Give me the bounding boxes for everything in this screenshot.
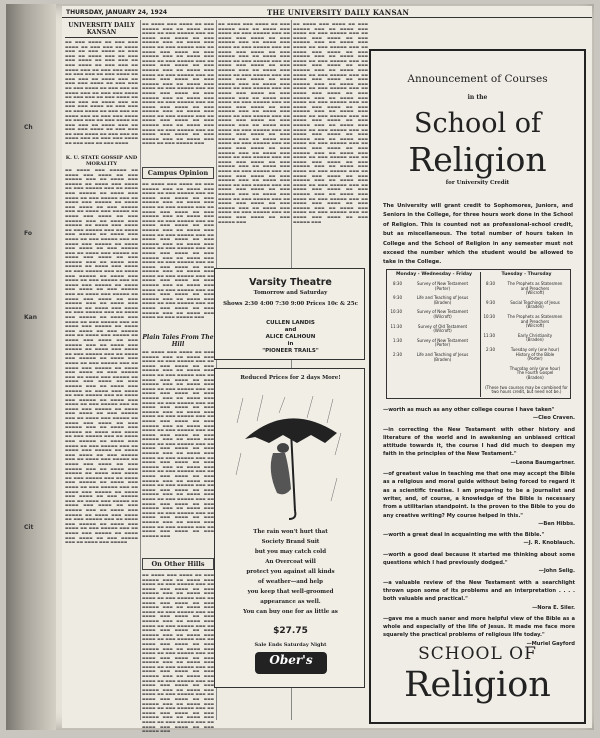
schedule-row: 9:30 Life and Teaching of Jesus (Braden) [393, 295, 469, 305]
theatre-days: Tomorrow and Saturday [253, 290, 328, 296]
edge-fragment: Ch [24, 124, 33, 131]
ad-copy-line: You can buy one for as little as [243, 609, 338, 615]
ad-copy-line: protect you against all kinds [246, 569, 335, 575]
campus-opinion-heading: Campus Opinion [142, 167, 214, 179]
schedule-heading: Monday - Wednesday - Friday [395, 272, 473, 277]
tth-schedule [480, 272, 572, 397]
newspaper-page [62, 6, 592, 734]
testimonial: —worth a good deal because it started me thinking about some questions which I had previously dodged." —John Selig. [383, 551, 575, 575]
testimonial: —a valuable review of the New Testament with a searchlight thrown upon some of its problems and an interpretation . . . . both valuable and practical." —Nora E. Siler. [383, 579, 575, 611]
theatre-showtimes: Shows 2:30 4:00 7:30 9:00 Prices 10c & 25c [223, 301, 358, 307]
testimonial: —worth a great deal in acquainting me with the Bible." —J. R. Knoblauch. [383, 532, 575, 547]
religion-footer: Religion [404, 665, 551, 705]
credit-policy-text: The University will grant credit to Sophomores, Juniors, and Seniors in the College, for three hours work done in the School of Religion. This is counted not as professional-school credit, but as miscellaneous. The total number of hours taken in College and the School of Religion in any semester must not exceed the number which the student would be allowed to take in the College. [383, 203, 573, 266]
student-testimonials [383, 406, 575, 651]
overcoat-price: $27.75 [273, 626, 308, 636]
reduced-prices-banner: Reduced Prices for 2 days More! [240, 375, 341, 381]
other-hills-heading: On Other Hills [142, 558, 214, 570]
testimonial: —worth as much as any other college course I have taken" —Cleo Craven. [383, 407, 575, 422]
opinion-column [142, 22, 214, 738]
ad-copy-line: appearance as well. [260, 599, 321, 605]
schedule-row: 10:30 The Prophets as Statesmen and Preachers (Wilcroft) [483, 313, 563, 329]
varsity-theatre-ad [214, 268, 365, 360]
schedule-row: 2:30 Life and Teaching of Jesus (Braden) [393, 351, 469, 362]
editorial-text: ▬▬ ▬▬▬▬ ▬▬▬ ▬▬▬▬▬ ▬▬ ▬▬▬▬ ▬▬▬ ▬▬▬▬ ▬▬ ▬▬▬ ▬▬▬▬▬ ▬▬▬ ▬▬ ▬▬▬▬ ▬▬▬ ▬▬▬▬▬ ▬▬ ▬▬▬▬ ▬▬▬ ▬▬▬▬ ▬▬ ▬▬▬ ▬▬▬▬▬ ▬▬▬ ▬▬ ▬▬▬▬ ▬▬▬ ▬▬▬▬▬ ▬▬ ▬▬▬▬ ▬▬▬ ▬▬▬▬ ▬▬ ▬▬▬ ▬▬▬▬▬ ▬▬▬ ▬▬ ▬▬▬▬ ▬▬▬ ▬▬▬▬▬ ▬▬ ▬▬▬▬ ▬▬▬ ▬▬▬▬ ▬▬ ▬▬▬ ▬▬▬▬▬ ▬▬▬ ▬▬ ▬▬▬▬ ▬▬▬ ▬▬▬▬▬ ▬▬ ▬▬▬▬ ▬▬▬ ▬▬▬▬ ▬▬ ▬▬▬ ▬▬▬▬▬ ▬▬▬ ▬▬ ▬▬▬▬ ▬▬▬ ▬▬▬▬▬ ▬▬ ▬▬▬▬ ▬▬▬ ▬▬▬▬ ▬▬ ▬▬▬ ▬▬▬▬▬ ▬▬▬ ▬▬ ▬▬▬▬ ▬▬▬ ▬▬▬▬▬ ▬▬ ▬▬▬▬ ▬▬▬ ▬▬▬▬ ▬▬ ▬▬▬ ▬▬▬▬▬ ▬▬▬ ▬▬ ▬▬▬▬ ▬▬▬ ▬▬▬▬▬ ▬▬ ▬▬▬▬ ▬▬▬ ▬▬▬▬ ▬▬ ▬▬▬ ▬▬▬▬▬ ▬▬▬ ▬▬ ▬▬▬▬ ▬▬▬ ▬▬▬▬▬ ▬▬ ▬▬▬▬ ▬▬▬ ▬▬▬▬ ▬▬ ▬▬▬ ▬▬▬▬▬ ▬▬▬ ▬▬ ▬▬▬▬ ▬▬▬ ▬▬▬▬▬ ▬▬ ▬▬▬▬ ▬▬▬ ▬▬▬▬ ▬▬ ▬▬▬ ▬▬▬▬▬ ▬▬▬ ▬▬ ▬▬▬▬ ▬▬▬ ▬▬▬▬▬ ▬▬ ▬▬▬▬ ▬▬▬ ▬▬▬▬ ▬▬ ▬▬▬ ▬▬▬▬▬ ▬▬▬ ▬▬ ▬▬▬▬ ▬▬▬ ▬▬▬▬▬ ▬▬ ▬▬▬▬ ▬▬▬ ▬▬▬▬ ▬▬ ▬▬▬ ▬▬▬▬▬ ▬▬▬ ▬▬ ▬▬▬▬ ▬▬▬ ▬▬▬▬▬ ▬▬ ▬▬▬▬ ▬▬▬ ▬▬▬▬ ▬▬ ▬▬▬ ▬▬▬▬▬ ▬▬▬ ▬▬ ▬▬▬▬ ▬▬▬ ▬▬▬▬▬ ▬▬ ▬▬▬▬ ▬▬▬ ▬▬▬▬ ▬▬ ▬▬▬ ▬▬▬▬▬ ▬▬▬ ▬▬ ▬▬▬▬ ▬▬▬ ▬▬▬▬▬ ▬▬ ▬▬▬▬ ▬▬▬ ▬▬▬▬ ▬▬ ▬▬▬ ▬▬▬▬▬ ▬▬▬ ▬▬ ▬▬▬▬ ▬▬▬ ▬▬▬▬▬ ▬▬ ▬▬▬▬ ▬▬▬ ▬▬▬▬ ▬▬ ▬▬▬ ▬▬▬▬▬ ▬▬▬ ▬▬ ▬▬▬▬ ▬▬▬ ▬▬▬▬▬ ▬▬ ▬▬▬▬ ▬▬▬ ▬▬▬▬ ▬▬ ▬▬▬ ▬▬▬▬▬ ▬▬▬ ▬▬ ▬▬▬▬ ▬▬▬ ▬▬▬▬▬ ▬▬ ▬▬▬▬ ▬▬▬ ▬▬▬▬ ▬▬ ▬▬▬ ▬▬▬▬▬ ▬▬▬ ▬▬ ▬▬▬▬ ▬▬▬ ▬▬▬▬▬ ▬▬ ▬▬▬▬ ▬▬▬ ▬▬▬▬ ▬▬ ▬▬▬ ▬▬▬▬▬ ▬▬▬ ▬▬ ▬▬▬▬ ▬▬▬ ▬▬▬▬▬ ▬▬ ▬▬▬▬ ▬▬▬ ▬▬▬▬ ▬▬ ▬▬▬ ▬▬▬▬▬ ▬▬▬ ▬▬ ▬▬▬▬ ▬▬▬ ▬▬▬▬▬ ▬▬ ▬▬▬▬ ▬▬▬ ▬▬▬▬ ▬▬ ▬▬▬ ▬▬▬▬▬ ▬▬▬ ▬▬ ▬▬▬▬ ▬▬▬ ▬▬▬▬▬ ▬▬ ▬▬▬▬ ▬▬▬ ▬▬▬▬ ▬▬ ▬▬▬ ▬▬▬▬▬ ▬▬▬ ▬▬ ▬▬▬▬ ▬▬▬ ▬▬▬▬▬ ▬▬ ▬▬▬▬ ▬▬▬ ▬▬▬▬ ▬▬ ▬▬▬ ▬▬▬▬▬ ▬▬▬ ▬▬ ▬▬▬▬ ▬▬▬ ▬▬▬▬▬ ▬▬ ▬▬▬▬ ▬▬▬ ▬▬▬▬ ▬▬ ▬▬▬ ▬▬▬▬▬ ▬▬▬ ▬▬ ▬▬▬▬ ▬▬▬ ▬▬▬▬▬ ▬▬ ▬▬▬▬ ▬▬▬ ▬▬▬▬ ▬▬ ▬▬▬ ▬▬▬▬▬ ▬▬▬ ▬▬ ▬▬▬▬ ▬▬▬ ▬▬▬▬▬ ▬▬ ▬▬▬▬ ▬▬▬ ▬▬▬▬ ▬▬ ▬▬▬ ▬▬▬▬▬ ▬▬▬ ▬▬ ▬▬▬▬ ▬▬▬ ▬▬▬▬▬ ▬▬ ▬▬▬▬ ▬▬▬ ▬▬▬▬ ▬▬ ▬▬▬ ▬▬▬▬▬ ▬▬▬ ▬▬ ▬▬▬▬ ▬▬▬ ▬▬▬▬▬ ▬▬ ▬▬▬▬ ▬▬▬ ▬▬▬▬ ▬▬ ▬▬▬ ▬▬▬▬▬ ▬▬▬ ▬▬ ▬▬▬▬ ▬▬▬ ▬▬▬▬▬ ▬▬ ▬▬▬▬ ▬▬▬ ▬▬▬▬ ▬▬ ▬▬▬ ▬▬▬▬▬ ▬▬▬ ▬▬ ▬▬▬▬ ▬▬▬ ▬▬▬▬▬ ▬▬ ▬▬▬▬ ▬▬▬ ▬▬▬▬ ▬▬ ▬▬▬ ▬▬▬▬▬ ▬▬▬ ▬▬ ▬▬▬▬ ▬▬▬ ▬▬▬▬▬ ▬▬ ▬▬▬▬ ▬▬▬ ▬▬▬▬ ▬▬ ▬▬▬ ▬▬▬▬▬ ▬▬▬ ▬▬ ▬▬▬▬ ▬▬▬ ▬▬▬▬▬ ▬▬ ▬▬▬▬ ▬▬▬ ▬▬▬▬ ▬▬ ▬▬▬ ▬▬▬▬▬ ▬▬▬ ▬▬ ▬▬▬▬ ▬▬▬ ▬▬▬▬▬ ▬▬ ▬▬▬▬ ▬▬▬ ▬▬▬▬ ▬▬ ▬▬▬ ▬▬▬▬▬ ▬▬▬ ▬▬ ▬▬▬▬ ▬▬▬ ▬▬▬▬▬ ▬▬ ▬▬▬▬ ▬▬▬ ▬▬▬▬ ▬▬ ▬▬▬ ▬▬▬▬▬ ▬▬▬ ▬▬ ▬▬▬▬ ▬▬▬ ▬▬▬▬▬ ▬▬ ▬▬▬▬ ▬▬▬ ▬▬▬▬ ▬▬ ▬▬▬ ▬▬▬▬▬ ▬▬▬ ▬▬ ▬▬▬▬ ▬▬▬ ▬▬▬▬▬ ▬▬ ▬▬▬▬ ▬▬▬ ▬▬▬▬ ▬▬ ▬▬▬ ▬▬▬▬▬ ▬▬▬ ▬▬ ▬▬▬▬ ▬▬▬ ▬▬▬▬▬ [65, 168, 138, 545]
schedule-row: 11:30 Early Christianity (Braden) [483, 332, 553, 343]
column-text: ▬▬ ▬▬▬▬ ▬▬▬ ▬▬▬▬ ▬▬ ▬▬▬ ▬▬▬▬▬ ▬▬▬ ▬▬ ▬▬▬▬ ▬▬▬ ▬▬▬▬ ▬▬ ▬▬▬ ▬▬▬▬▬ ▬▬▬ ▬▬ ▬▬▬▬ ▬▬▬ ▬▬▬▬ ▬▬ ▬▬▬ ▬▬▬▬▬ ▬▬▬ ▬▬ ▬▬▬▬ ▬▬▬ ▬▬▬▬ ▬▬ ▬▬▬ ▬▬▬▬▬ ▬▬▬ ▬▬ ▬▬▬▬ ▬▬▬ ▬▬▬▬ ▬▬ ▬▬▬ ▬▬▬▬▬ ▬▬▬ ▬▬ ▬▬▬▬ ▬▬▬ ▬▬▬▬ ▬▬ ▬▬▬ ▬▬▬▬▬ ▬▬▬ ▬▬ ▬▬▬▬ ▬▬▬ ▬▬▬▬ ▬▬ ▬▬▬ ▬▬▬▬▬ ▬▬▬ ▬▬ ▬▬▬▬ ▬▬▬ ▬▬▬▬ ▬▬ ▬▬▬ ▬▬▬▬▬ ▬▬▬ ▬▬ ▬▬▬▬ ▬▬▬ ▬▬▬▬ ▬▬ ▬▬▬ ▬▬▬▬▬ ▬▬▬ ▬▬ ▬▬▬▬ ▬▬▬ ▬▬▬▬ ▬▬ ▬▬▬ ▬▬▬▬▬ ▬▬▬ ▬▬ ▬▬▬▬ ▬▬▬ ▬▬▬▬ ▬▬ ▬▬▬ ▬▬▬▬▬ ▬▬▬ ▬▬ ▬▬▬▬ ▬▬▬ ▬▬▬▬ ▬▬ ▬▬▬ ▬▬▬▬▬ ▬▬▬ ▬▬ ▬▬▬▬ ▬▬▬ ▬▬▬▬ ▬▬ ▬▬▬ ▬▬▬▬▬ ▬▬▬ ▬▬ ▬▬▬▬ ▬▬▬ ▬▬▬▬ ▬▬ ▬▬▬ ▬▬▬▬▬ ▬▬▬ ▬▬ ▬▬▬▬ ▬▬▬ ▬▬▬▬ ▬▬ ▬▬▬ ▬▬▬▬▬ ▬▬▬ ▬▬ ▬▬▬▬ ▬▬▬ ▬▬▬▬ ▬▬ ▬▬▬ ▬▬▬▬▬ ▬▬▬ ▬▬ ▬▬▬▬ ▬▬▬ ▬▬▬▬ ▬▬ ▬▬▬ ▬▬▬▬▬ ▬▬▬ ▬▬ ▬▬▬▬ ▬▬▬ ▬▬▬▬ ▬▬ ▬▬▬ ▬▬▬▬▬ ▬▬▬ ▬▬ ▬▬▬▬ ▬▬▬ ▬▬▬▬ ▬▬ ▬▬▬ ▬▬▬▬▬ ▬▬▬ ▬▬ ▬▬▬▬ ▬▬▬ ▬▬▬▬ ▬▬ ▬▬▬ ▬▬▬▬▬ ▬▬▬ ▬▬ ▬▬▬▬ ▬▬▬ ▬▬▬▬ ▬▬ ▬▬▬ ▬▬▬▬▬ ▬▬▬ ▬▬ ▬▬▬▬ ▬▬▬ ▬▬▬▬ ▬▬ ▬▬▬ ▬▬▬▬▬ ▬▬▬ ▬▬ ▬▬▬▬ ▬▬▬ ▬▬▬▬ ▬▬ ▬▬▬ ▬▬▬▬▬ ▬▬▬ ▬▬ ▬▬▬▬ ▬▬▬ ▬▬▬▬ ▬▬ ▬▬▬ ▬▬▬▬▬ ▬▬▬ ▬▬ ▬▬▬▬ ▬▬▬ ▬▬▬▬ ▬▬ ▬▬▬ ▬▬▬▬▬ ▬▬▬ ▬▬ ▬▬▬▬ ▬▬▬ ▬▬▬▬ ▬▬ ▬▬▬ ▬▬▬▬▬ ▬▬▬ ▬▬ ▬▬▬▬ ▬▬▬ ▬▬▬▬ ▬▬ ▬▬▬ ▬▬▬▬▬ ▬▬▬ ▬▬ ▬▬▬▬ ▬▬▬ ▬▬▬▬ ▬▬ ▬▬▬ ▬▬▬▬▬ ▬▬▬ ▬▬ ▬▬▬▬ ▬▬▬ ▬▬▬▬ ▬▬ ▬▬▬ ▬▬▬▬▬ ▬▬▬ [218, 22, 290, 224]
and-text: and [284, 327, 297, 333]
ad-copy-line: The rain won't hurt that [253, 529, 328, 535]
university-credit-subtitle: for University Credit [445, 180, 510, 186]
school-of-footer: SCHOOL OF [418, 644, 537, 664]
ad-copy [215, 527, 366, 617]
ad-copy-line: An Overcoat will [265, 559, 316, 565]
ad-copy-line: but you may catch cold [254, 549, 327, 555]
edge-fragment: Fo [24, 230, 32, 237]
column-text: ▬▬ ▬▬▬▬ ▬▬▬ ▬▬▬▬ ▬▬ ▬▬▬ ▬▬▬▬▬ ▬▬▬ ▬▬ ▬▬▬▬ ▬▬▬ ▬▬▬▬ ▬▬ ▬▬▬ ▬▬▬▬▬ ▬▬▬ ▬▬ ▬▬▬▬ ▬▬▬ ▬▬▬▬ ▬▬ ▬▬▬ ▬▬▬▬▬ ▬▬▬ ▬▬ ▬▬▬▬ ▬▬▬ ▬▬▬▬ ▬▬ ▬▬▬ ▬▬▬▬▬ ▬▬▬ ▬▬ ▬▬▬▬ ▬▬▬ ▬▬▬▬ ▬▬ ▬▬▬ ▬▬▬▬▬ ▬▬▬ ▬▬ ▬▬▬▬ ▬▬▬ ▬▬▬▬ ▬▬ ▬▬▬ ▬▬▬▬▬ ▬▬▬ ▬▬ ▬▬▬▬ ▬▬▬ ▬▬▬▬ ▬▬ ▬▬▬ ▬▬▬▬▬ ▬▬▬ ▬▬ ▬▬▬▬ ▬▬▬ ▬▬▬▬ ▬▬ ▬▬▬ ▬▬▬▬▬ ▬▬▬ ▬▬ ▬▬▬▬ ▬▬▬ ▬▬▬▬ ▬▬ ▬▬▬ ▬▬▬▬▬ ▬▬▬ ▬▬ ▬▬▬▬ ▬▬▬ ▬▬▬▬ ▬▬ ▬▬▬ ▬▬▬▬▬ ▬▬▬ ▬▬ ▬▬▬▬ ▬▬▬ ▬▬▬▬ ▬▬ ▬▬▬ ▬▬▬▬▬ ▬▬▬ ▬▬ ▬▬▬▬ ▬▬▬ ▬▬▬▬ ▬▬ ▬▬▬ ▬▬▬▬▬ ▬▬▬ ▬▬ ▬▬▬▬ ▬▬▬ ▬▬▬▬ ▬▬ ▬▬▬ ▬▬▬▬▬ ▬▬▬ ▬▬ ▬▬▬▬ ▬▬▬ ▬▬▬▬ ▬▬ ▬▬▬ ▬▬▬▬▬ ▬▬▬ ▬▬ ▬▬▬▬ ▬▬▬ ▬▬▬▬ ▬▬ ▬▬▬ ▬▬▬▬▬ ▬▬▬ ▬▬ ▬▬▬▬ ▬▬▬ ▬▬▬▬ ▬▬ ▬▬▬ ▬▬▬▬▬ ▬▬▬ ▬▬ ▬▬▬▬ ▬▬▬ ▬▬▬▬ ▬▬ ▬▬▬ ▬▬▬▬▬ ▬▬▬ ▬▬ ▬▬▬▬ ▬▬▬ ▬▬▬▬ ▬▬ ▬▬▬ ▬▬▬▬▬ ▬▬▬ ▬▬ ▬▬▬▬ ▬▬▬ ▬▬▬▬ ▬▬ ▬▬▬ ▬▬▬▬▬ ▬▬▬ ▬▬ ▬▬▬▬ ▬▬▬ ▬▬▬▬ ▬▬ ▬▬▬ ▬▬▬▬▬ ▬▬▬ ▬▬ ▬▬▬▬ ▬▬▬ ▬▬▬▬ ▬▬ ▬▬▬ ▬▬▬▬▬ ▬▬▬ ▬▬ ▬▬▬▬ ▬▬▬ ▬▬▬▬ ▬▬ ▬▬▬ ▬▬▬▬▬ ▬▬▬ ▬▬ ▬▬▬▬ ▬▬▬ ▬▬▬▬ ▬▬ ▬▬▬ ▬▬▬▬▬ ▬▬▬ ▬▬ ▬▬▬▬ ▬▬▬ ▬▬▬▬ ▬▬ ▬▬▬ ▬▬▬▬▬ ▬▬▬ ▬▬ ▬▬▬▬ ▬▬▬ ▬▬▬▬ ▬▬ ▬▬▬ ▬▬▬▬▬ ▬▬▬ ▬▬ ▬▬▬▬ ▬▬▬ ▬▬▬▬ ▬▬ ▬▬▬ ▬▬▬▬▬ ▬▬▬ ▬▬ ▬▬▬▬ ▬▬▬ ▬▬▬▬ ▬▬ ▬▬▬ ▬▬▬▬▬ ▬▬▬ [142, 350, 214, 538]
religion-heading: Religion [408, 140, 547, 179]
staff-listing: ▬▬ ▬▬▬ ▬▬▬▬ ▬▬ ▬▬▬ ▬▬▬ ▬▬▬▬ ▬▬ ▬▬▬ ▬▬▬ ▬▬ ▬▬▬▬ ▬▬▬ ▬▬ ▬▬▬ ▬▬▬▬ ▬▬ ▬▬▬ ▬▬▬ ▬▬ ▬▬▬▬ ▬▬▬ ▬▬ ▬▬▬ ▬▬▬ ▬▬▬▬ ▬▬ ▬▬▬ ▬▬▬ ▬▬ ▬▬▬ ▬▬▬▬ ▬▬ ▬▬▬ ▬▬▬ ▬▬ ▬▬▬▬ ▬▬▬ ▬▬ ▬▬▬ ▬▬▬ ▬▬▬▬ ▬▬ ▬▬▬ ▬▬▬ ▬▬ ▬▬▬ ▬▬▬▬ ▬▬ ▬▬▬ ▬▬▬ ▬▬ ▬▬▬▬ ▬▬▬ ▬▬ ▬▬▬ ▬▬▬ ▬▬▬▬ ▬▬ ▬▬▬ ▬▬▬ ▬▬ ▬▬▬ ▬▬▬▬ ▬▬ ▬▬▬ ▬▬▬ ▬▬ ▬▬▬▬ ▬▬▬ ▬▬ ▬▬▬ ▬▬▬ ▬▬▬▬ ▬▬ ▬▬▬ ▬▬▬ ▬▬ ▬▬▬ ▬▬▬▬ ▬▬ ▬▬▬ ▬▬▬ ▬▬ ▬▬▬▬ ▬▬▬ ▬▬ ▬▬▬ ▬▬▬ ▬▬▬▬ ▬▬ ▬▬▬ ▬▬▬ ▬▬ ▬▬▬ ▬▬▬▬ ▬▬ ▬▬▬ ▬▬▬ ▬▬ ▬▬▬▬ ▬▬▬ ▬▬ ▬▬▬ ▬▬▬ ▬▬▬▬ ▬▬ ▬▬▬ ▬▬▬ ▬▬ ▬▬▬ ▬▬▬▬ ▬▬ ▬▬▬ ▬▬▬ ▬▬ ▬▬▬▬ ▬▬▬ ▬▬ ▬▬▬ ▬▬▬ ▬▬▬▬ ▬▬ ▬▬▬ ▬▬▬ ▬▬ ▬▬▬ ▬▬▬▬ ▬▬ ▬▬▬ ▬▬▬ ▬▬ ▬▬▬▬ ▬▬▬ ▬▬ ▬▬▬ ▬▬▬ ▬▬▬▬ ▬▬ ▬▬▬ ▬▬▬ ▬▬ ▬▬▬ ▬▬▬▬ [65, 40, 138, 146]
masthead [62, 6, 592, 18]
obers-logo: Ober's [255, 652, 327, 674]
star-2: ALICE CALHOUN [265, 334, 316, 340]
schedule-heading: Tuesday - Thursday [501, 272, 552, 277]
schedule-row: Thursday only (one hour) The Fourth Gospel (Braden) [509, 365, 561, 380]
testimonial: —of greatest value in teaching me that one may accept the Bible as a religious and moral guide without being forced to regard it as a scientific treatise. I am preparing to be a journalist and writer, and, of course, a knowledge of the Bible is necessary from a utilitarian standpoint. Is the proven to the Bible to you do any creative writing? My course helped in this." —Ben Hibbs. [383, 471, 575, 527]
testimonial: —in correcting the New Testament with other history and literature of the world and in awakening an unbiased critical attitude towards it, the course I had did much to deepen my faith in the principles of the New Testament." —Leona Baumgartner. [383, 426, 575, 466]
edge-fragment: Cit [24, 524, 34, 531]
schedule-row: 10:30 Survey of New Testament (Wilcroft) [390, 309, 469, 319]
column-text: ▬▬ ▬▬▬▬ ▬▬▬ ▬▬▬▬ ▬▬ ▬▬▬ ▬▬▬▬▬ ▬▬▬ ▬▬ ▬▬▬▬ ▬▬▬ ▬▬▬▬ ▬▬ ▬▬▬ ▬▬▬▬▬ ▬▬▬ ▬▬ ▬▬▬▬ ▬▬▬ ▬▬▬▬ ▬▬ ▬▬▬ ▬▬▬▬▬ ▬▬▬ ▬▬ ▬▬▬▬ ▬▬▬ ▬▬▬▬ ▬▬ ▬▬▬ ▬▬▬▬▬ ▬▬▬ ▬▬ ▬▬▬▬ ▬▬▬ ▬▬▬▬ ▬▬ ▬▬▬ ▬▬▬▬▬ ▬▬▬ ▬▬ ▬▬▬▬ ▬▬▬ ▬▬▬▬ ▬▬ ▬▬▬ ▬▬▬▬▬ ▬▬▬ ▬▬ ▬▬▬▬ ▬▬▬ ▬▬▬▬ ▬▬ ▬▬▬ ▬▬▬▬▬ ▬▬▬ ▬▬ ▬▬▬▬ ▬▬▬ ▬▬▬▬ ▬▬ ▬▬▬ ▬▬▬▬▬ ▬▬▬ ▬▬ ▬▬▬▬ ▬▬▬ ▬▬▬▬ ▬▬ ▬▬▬ ▬▬▬▬▬ ▬▬▬ ▬▬ ▬▬▬▬ ▬▬▬ ▬▬▬▬ ▬▬ ▬▬▬ ▬▬▬▬▬ ▬▬▬ ▬▬ ▬▬▬▬ ▬▬▬ ▬▬▬▬ ▬▬ ▬▬▬ ▬▬▬▬▬ ▬▬▬ ▬▬ ▬▬▬▬ ▬▬▬ ▬▬▬▬ ▬▬ ▬▬▬ ▬▬▬▬▬ ▬▬▬ ▬▬ ▬▬▬▬ ▬▬▬ ▬▬▬▬ ▬▬ ▬▬▬ ▬▬▬▬▬ ▬▬▬ ▬▬ ▬▬▬▬ ▬▬▬ ▬▬▬▬ ▬▬ ▬▬▬ ▬▬▬▬▬ ▬▬▬ ▬▬ ▬▬▬▬ ▬▬▬ ▬▬▬▬ ▬▬ ▬▬▬ ▬▬▬▬▬ ▬▬▬ ▬▬ ▬▬▬▬ ▬▬▬ ▬▬▬▬ ▬▬ ▬▬▬ ▬▬▬▬▬ ▬▬▬ ▬▬ ▬▬▬▬ ▬▬▬ ▬▬▬▬ ▬▬ ▬▬▬ ▬▬▬▬▬ ▬▬▬ ▬▬ ▬▬▬▬ ▬▬▬ ▬▬▬▬ ▬▬ ▬▬▬ ▬▬▬▬▬ ▬▬▬ ▬▬ ▬▬▬▬ ▬▬▬ ▬▬▬▬ ▬▬ ▬▬▬ ▬▬▬▬▬ ▬▬▬ ▬▬ ▬▬▬▬ ▬▬▬ ▬▬▬▬ ▬▬ ▬▬▬ ▬▬▬▬▬ ▬▬▬ ▬▬ ▬▬▬▬ ▬▬▬ ▬▬▬▬ ▬▬ ▬▬▬ ▬▬▬▬▬ ▬▬▬ ▬▬ ▬▬▬▬ ▬▬▬ ▬▬▬▬ ▬▬ ▬▬▬ ▬▬▬▬▬ ▬▬▬ ▬▬ ▬▬▬▬ ▬▬▬ ▬▬▬▬ ▬▬ ▬▬▬ ▬▬▬▬▬ ▬▬▬ [142, 573, 214, 734]
editorial-column [65, 22, 138, 713]
film-title: "PIONEER TRAILS" [262, 348, 319, 354]
ad-copy-line: Society Brand Suit [261, 539, 320, 545]
column-rule [140, 20, 141, 720]
theatre-name: Varsity Theatre [249, 277, 332, 288]
schedule-row: 9:30 Social Teachings of Jesus (Braden) [486, 299, 560, 310]
column-text: ▬▬ ▬▬▬▬ ▬▬▬ ▬▬▬▬ ▬▬ ▬▬▬ ▬▬▬▬▬ ▬▬▬ ▬▬ ▬▬▬▬ ▬▬▬ ▬▬▬▬ ▬▬ ▬▬▬ ▬▬▬▬▬ ▬▬▬ ▬▬ ▬▬▬▬ ▬▬▬ ▬▬▬▬ ▬▬ ▬▬▬ ▬▬▬▬▬ ▬▬▬ ▬▬ ▬▬▬▬ ▬▬▬ ▬▬▬▬ ▬▬ ▬▬▬ ▬▬▬▬▬ ▬▬▬ ▬▬ ▬▬▬▬ ▬▬▬ ▬▬▬▬ ▬▬ ▬▬▬ ▬▬▬▬▬ ▬▬▬ ▬▬ ▬▬▬▬ ▬▬▬ ▬▬▬▬ ▬▬ ▬▬▬ ▬▬▬▬▬ ▬▬▬ ▬▬ ▬▬▬▬ ▬▬▬ ▬▬▬▬ ▬▬ ▬▬▬ ▬▬▬▬▬ ▬▬▬ ▬▬ ▬▬▬▬ ▬▬▬ ▬▬▬▬ ▬▬ ▬▬▬ ▬▬▬▬▬ ▬▬▬ ▬▬ ▬▬▬▬ ▬▬▬ ▬▬▬▬ ▬▬ ▬▬▬ ▬▬▬▬▬ ▬▬▬ ▬▬ ▬▬▬▬ ▬▬▬ ▬▬▬▬ ▬▬ ▬▬▬ ▬▬▬▬▬ ▬▬▬ ▬▬ ▬▬▬▬ ▬▬▬ ▬▬▬▬ ▬▬ ▬▬▬ ▬▬▬▬▬ ▬▬▬ ▬▬ ▬▬▬▬ ▬▬▬ ▬▬▬▬ ▬▬ ▬▬▬ ▬▬▬▬▬ ▬▬▬ ▬▬ ▬▬▬▬ ▬▬▬ ▬▬▬▬ ▬▬ ▬▬▬ ▬▬▬▬▬ ▬▬▬ ▬▬ ▬▬▬▬ ▬▬▬ ▬▬▬▬ ▬▬ ▬▬▬ ▬▬▬▬▬ ▬▬▬ ▬▬ ▬▬▬▬ ▬▬▬ ▬▬▬▬ ▬▬ ▬▬▬ ▬▬▬▬▬ ▬▬▬ ▬▬ ▬▬▬▬ ▬▬▬ ▬▬▬▬ ▬▬ ▬▬▬ ▬▬▬▬▬ ▬▬▬ ▬▬ ▬▬▬▬ ▬▬▬ ▬▬▬▬ ▬▬ ▬▬▬ ▬▬▬▬▬ ▬▬▬ ▬▬ ▬▬▬▬ ▬▬▬ ▬▬▬▬ ▬▬ ▬▬▬ ▬▬▬▬▬ ▬▬▬ ▬▬ ▬▬▬▬ ▬▬▬ ▬▬▬▬ ▬▬ ▬▬▬ ▬▬▬▬▬ ▬▬▬ ▬▬ ▬▬▬▬ ▬▬▬ ▬▬▬▬ ▬▬ ▬▬▬ ▬▬▬▬▬ ▬▬▬ ▬▬ ▬▬▬▬ ▬▬▬ ▬▬▬▬ ▬▬ ▬▬▬ ▬▬▬▬▬ ▬▬▬ ▬▬ ▬▬▬▬ ▬▬▬ ▬▬▬▬ ▬▬ ▬▬▬ ▬▬▬▬▬ ▬▬▬ ▬▬ ▬▬▬▬ ▬▬▬ ▬▬▬▬ ▬▬ ▬▬▬ ▬▬▬▬▬ ▬▬▬ ▬▬ ▬▬▬▬ ▬▬▬ ▬▬▬▬ ▬▬ ▬▬▬ ▬▬▬▬▬ ▬▬▬ ▬▬ ▬▬▬▬ ▬▬▬ ▬▬▬▬ ▬▬ ▬▬▬ ▬▬▬▬▬ ▬▬▬ ▬▬ ▬▬▬▬ ▬▬▬ ▬▬▬▬ ▬▬ ▬▬▬ ▬▬▬▬▬ ▬▬▬ ▬▬ ▬▬▬▬ ▬▬▬ ▬▬▬▬ ▬▬ ▬▬▬ ▬▬▬▬▬ ▬▬▬ ▬▬ ▬▬▬▬ ▬▬▬ ▬▬▬▬ ▬▬ ▬▬▬ ▬▬▬▬▬ ▬▬▬ ▬▬ ▬▬▬▬ ▬▬▬ ▬▬▬▬ ▬▬ ▬▬▬ ▬▬▬▬▬ ▬▬▬ [293, 22, 368, 224]
paper-title: THE UNIVERSITY DAILY KANSAN [267, 8, 410, 17]
previous-page-edge [6, 4, 56, 730]
schedule-row: 11:30 Survey of Old Testament (Wilcroft) [390, 323, 468, 334]
issue-date: THURSDAY, JANUARY 24, 1924 [66, 9, 168, 16]
schedule-row: 8:30 Survey of New Testament (Porter) [393, 281, 469, 291]
in-the-text: in the [467, 94, 488, 101]
theatre-billing [215, 320, 366, 355]
star-1: CULLEN LANDIS [266, 320, 315, 326]
testimonial: —gave me a much saner and more helpful view of the Bible as a whole and especially of the life of Jesus. It made me face more squarely the practical problems of religious life today." —Muriel Gayford [383, 615, 575, 647]
umbrella-illustration [233, 393, 348, 523]
schedule-row: 2:30 Tuesday only (one hour) History of the Bible (Porter) [486, 346, 560, 362]
mwf-schedule [388, 272, 480, 367]
schedule-note: (These two courses may be combined for two hours credit, but need not be.) [485, 384, 568, 395]
edge-fragment: Kan [24, 314, 37, 321]
column-text: ▬▬ ▬▬▬▬ ▬▬▬ ▬▬▬▬ ▬▬ ▬▬▬ ▬▬▬▬▬ ▬▬▬ ▬▬ ▬▬▬▬ ▬▬▬ ▬▬▬▬ ▬▬ ▬▬▬ ▬▬▬▬▬ ▬▬▬ ▬▬ ▬▬▬▬ ▬▬▬ ▬▬▬▬ ▬▬ ▬▬▬ ▬▬▬▬▬ ▬▬▬ ▬▬ ▬▬▬▬ ▬▬▬ ▬▬▬▬ ▬▬ ▬▬▬ ▬▬▬▬▬ ▬▬▬ ▬▬ ▬▬▬▬ ▬▬▬ ▬▬▬▬ ▬▬ ▬▬▬ ▬▬▬▬▬ ▬▬▬ ▬▬ ▬▬▬▬ ▬▬▬ ▬▬▬▬ ▬▬ ▬▬▬ ▬▬▬▬▬ ▬▬▬ ▬▬ ▬▬▬▬ ▬▬▬ ▬▬▬▬ ▬▬ ▬▬▬ ▬▬▬▬▬ ▬▬▬ ▬▬ ▬▬▬▬ ▬▬▬ ▬▬▬▬ ▬▬ ▬▬▬ ▬▬▬▬▬ ▬▬▬ ▬▬ ▬▬▬▬ ▬▬▬ ▬▬▬▬ ▬▬ ▬▬▬ ▬▬▬▬▬ ▬▬▬ ▬▬ ▬▬▬▬ ▬▬▬ ▬▬▬▬ ▬▬ ▬▬▬ ▬▬▬▬▬ ▬▬▬ ▬▬ ▬▬▬▬ ▬▬▬ ▬▬▬▬ ▬▬ ▬▬▬ ▬▬▬▬▬ ▬▬▬ ▬▬ ▬▬▬▬ ▬▬▬ ▬▬▬▬ ▬▬ ▬▬▬ ▬▬▬▬▬ ▬▬▬ ▬▬ ▬▬▬▬ ▬▬▬ ▬▬▬▬ ▬▬ ▬▬▬ ▬▬▬▬▬ ▬▬▬ ▬▬ ▬▬▬▬ ▬▬▬ ▬▬▬▬ ▬▬ ▬▬▬ ▬▬▬▬▬ ▬▬▬ ▬▬ ▬▬▬▬ ▬▬▬ ▬▬▬▬ ▬▬ ▬▬▬ ▬▬▬▬▬ ▬▬▬ ▬▬ ▬▬▬▬ ▬▬▬ ▬▬▬▬ ▬▬ ▬▬▬ ▬▬▬▬▬ ▬▬▬ ▬▬ ▬▬▬▬ ▬▬▬ ▬▬▬▬ ▬▬ ▬▬▬ ▬▬▬▬▬ ▬▬▬ ▬▬ ▬▬▬▬ ▬▬▬ ▬▬▬▬ ▬▬ ▬▬▬ ▬▬▬▬▬ ▬▬▬ ▬▬ ▬▬▬▬ ▬▬▬ ▬▬▬▬ ▬▬ ▬▬▬ ▬▬▬▬▬ ▬▬▬ ▬▬ ▬▬▬▬ ▬▬▬ ▬▬▬▬ ▬▬ ▬▬▬ ▬▬▬▬▬ ▬▬▬ [142, 182, 214, 320]
column-text: ▬▬ ▬▬▬▬ ▬▬▬ ▬▬▬▬ ▬▬ ▬▬▬ ▬▬▬▬▬ ▬▬▬ ▬▬ ▬▬▬▬ ▬▬▬ ▬▬▬▬ ▬▬ ▬▬▬ ▬▬▬▬▬ ▬▬▬ ▬▬ ▬▬▬▬ ▬▬▬ ▬▬▬▬ ▬▬ ▬▬▬ ▬▬▬▬▬ ▬▬▬ ▬▬ ▬▬▬▬ ▬▬▬ ▬▬▬▬ ▬▬ ▬▬▬ ▬▬▬▬▬ ▬▬▬ ▬▬ ▬▬▬▬ ▬▬▬ ▬▬▬▬ ▬▬ ▬▬▬ ▬▬▬▬▬ ▬▬▬ ▬▬ ▬▬▬▬ ▬▬▬ ▬▬▬▬ ▬▬ ▬▬▬ ▬▬▬▬▬ ▬▬▬ ▬▬ ▬▬▬▬ ▬▬▬ ▬▬▬▬ ▬▬ ▬▬▬ ▬▬▬▬▬ ▬▬▬ ▬▬ ▬▬▬▬ ▬▬▬ ▬▬▬▬ ▬▬ ▬▬▬ ▬▬▬▬▬ ▬▬▬ ▬▬ ▬▬▬▬ ▬▬▬ ▬▬▬▬ ▬▬ ▬▬▬ ▬▬▬▬▬ ▬▬▬ ▬▬ ▬▬▬▬ ▬▬▬ ▬▬▬▬ ▬▬ ▬▬▬ ▬▬▬▬▬ ▬▬▬ ▬▬ ▬▬▬▬ ▬▬▬ ▬▬▬▬ ▬▬ ▬▬▬ ▬▬▬▬▬ ▬▬▬ ▬▬ ▬▬▬▬ ▬▬▬ ▬▬▬▬ ▬▬ ▬▬▬ ▬▬▬▬▬ ▬▬▬ ▬▬ ▬▬▬▬ ▬▬▬ ▬▬▬▬ ▬▬ ▬▬▬ ▬▬▬▬▬ ▬▬▬ ▬▬ ▬▬▬▬ ▬▬▬ ▬▬▬▬ ▬▬ ▬▬▬ ▬▬▬▬▬ ▬▬▬ ▬▬ ▬▬▬▬ ▬▬▬ ▬▬▬▬ ▬▬ ▬▬▬ ▬▬▬▬▬ ▬▬▬ ▬▬ ▬▬▬▬ ▬▬▬ ▬▬▬▬ ▬▬ ▬▬▬ ▬▬▬▬▬ ▬▬▬ ▬▬ ▬▬▬▬ ▬▬▬ ▬▬▬▬ ▬▬ ▬▬▬ ▬▬▬▬▬ ▬▬▬ ▬▬ ▬▬▬▬ ▬▬▬ ▬▬▬▬ ▬▬ ▬▬▬ ▬▬▬▬▬ ▬▬▬ [142, 22, 214, 146]
school-of-heading: School of [414, 108, 541, 139]
schedule-row: 8:30 The Prophets as Statesmen and Preachers (Wilcroft) [486, 281, 563, 296]
news-column [218, 22, 290, 262]
ad-copy-line: you keep that well-groomed [247, 589, 334, 595]
news-column [293, 22, 368, 262]
editorial-nameplate: UNIVERSITY DAILY KANSAN [65, 22, 138, 38]
announcement-heading: Announcement of Courses [407, 73, 548, 85]
ad-copy-line: of weather—and help [258, 579, 323, 585]
plain-tales-heading: Plain Tales From The Hill [142, 334, 214, 348]
obers-clothing-ad [214, 368, 365, 688]
scanned-page [6, 4, 594, 734]
sale-end-notice: Sale Ends Saturday Night [254, 642, 327, 648]
school-of-religion-ad [369, 49, 586, 724]
in-text: in [287, 341, 294, 347]
editorial-headline: K. U. STATE GOSSIP AND MORALITY [65, 155, 138, 167]
schedule-row: 1:30 Survey of New Testament (Porter) [393, 337, 469, 348]
course-schedule [386, 269, 571, 399]
